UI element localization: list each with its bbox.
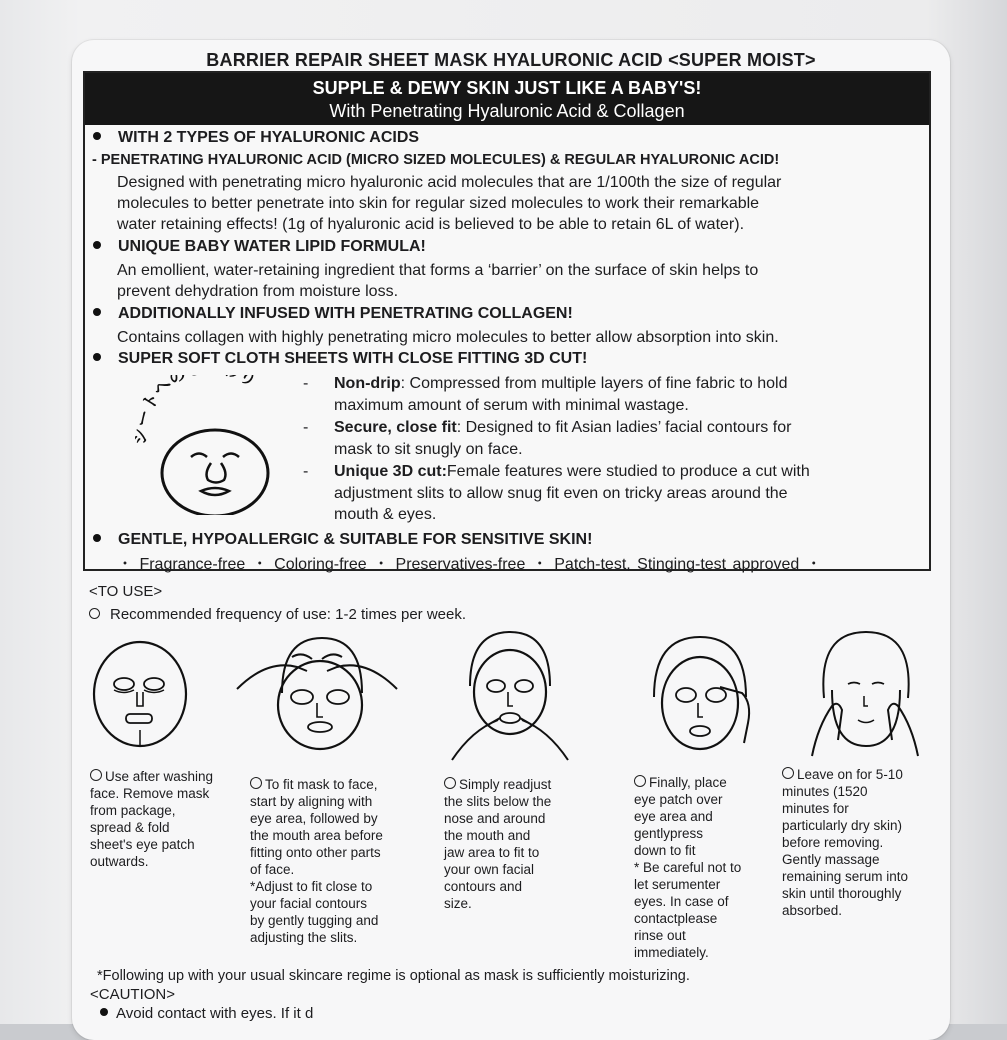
banner-subheadline: With Penetrating Hyaluronic Acid & Collagen [329,101,685,121]
step-line: minutes (1520 [782,784,868,799]
step-line: eye patch over [634,792,723,807]
feature-subheading: - PENETRATING HYALURONIC ACID (MICRO SIZED MOLECULES) & REGULAR HYALURONIC ACID! [92,152,780,168]
step-1-illustration [90,638,190,750]
step-line [444,776,604,793]
mask-feature-text: Female features were studied to produce a cut with [446,463,810,480]
mask-feature-term: Unique 3D cut: [334,463,447,480]
list-dash: - [303,463,309,480]
step-line: the mouth area before [250,828,383,843]
feature-heading [93,531,592,549]
step-line-text: Leave on for 5-10 [797,767,903,782]
usage-frequency-text: Recommended frequency of use: 1-2 times per week. [110,606,467,623]
mask-feature-item [303,417,883,460]
face-caption: トへの り [138,375,260,415]
feature-heading-text: WITH 2 TYPES OF HYALURONIC ACIDS [118,129,420,146]
step-line: eye area and [634,809,713,824]
term-separator: : [456,419,466,436]
mask-feature-text: mask to sit snugly on face. [334,440,523,458]
bullet-dot [93,132,101,140]
caution-heading: <CAUTION> [90,986,176,1003]
step-5-illustration [810,628,920,763]
circle-bullet [250,777,262,789]
feature-description [117,260,758,302]
mask-face-illustration [135,375,275,509]
list-dash: - [303,375,309,392]
step-line: minutes for [782,801,849,816]
description-line: Contains collagen with highly penetrating micro molecules to better allow absorption into skin. [117,329,779,346]
feature-heading-text: GENTLE, HYPOALLERGIC & SUITABLE FOR SENSITIVE SKIN! [118,531,593,548]
step-line: rinse out [634,928,686,943]
description-line: water retaining effects! (1g of hyaluronic acid is believed to be able to retain 6L of water). [117,216,745,233]
step-line: contactplease [634,911,718,926]
mask-feature-text: maximum amount of serum with minimal wastage. [334,396,689,414]
step-line: of face. [250,862,295,877]
step-line [782,766,942,783]
description-line: prevent dehydration from moisture loss. [117,283,399,300]
product-label [72,40,950,1040]
step-4-text [634,774,784,961]
usage-frequency [89,606,466,623]
feature-heading [93,350,587,368]
mask-feature-item [303,373,883,416]
step-line: particularly dry skin) [782,818,903,833]
mask-features-list [303,373,883,527]
step-line: adjusting the slits. [250,930,358,945]
step-line: nose and around [444,811,546,826]
step-line: from package, [90,803,176,818]
step-2-illustration [232,635,402,755]
feature-heading [93,129,419,147]
circle-bullet [90,769,102,781]
step-line: gentlypress [634,826,704,841]
step-line-text: Finally, place [649,775,727,790]
mask-feature-text: mouth & eyes. [334,506,437,523]
circle-bullet [782,767,794,779]
step-line: outwards. [90,854,149,869]
step-line: size. [444,896,472,911]
step-line: eye area, followed by [250,811,378,826]
feature-heading-text: SUPER SOFT CLOTH SHEETS WITH CLOSE FITTING 3D CUT! [118,350,588,367]
pouch-top-print [180,4,700,18]
bullet-dot [93,308,101,316]
feature-description [117,327,779,348]
feature-box [83,71,931,571]
caution-item-text: Avoid contact with eyes. If it d [116,1005,314,1022]
description-line: An emollient, water-retaining ingredient that forms a ‘barrier’ on the surface of skin helps to [117,262,759,279]
step-line-text: Simply readjust [459,777,552,792]
step-line: start by aligning with [250,794,373,809]
step-line: Gently massage [782,852,880,867]
step-5-text [782,766,942,919]
step-line: absorbed. [782,903,843,918]
step-line: skin until thoroughly [782,886,902,901]
list-dash: - [303,419,309,436]
step-line: spread & fold [90,820,170,835]
feature-heading [93,238,426,256]
step-line: remaining serum into [782,869,909,884]
step-line: sheet's eye patch [90,837,195,852]
step-line [634,774,784,791]
mask-feature-term: Non-drip [334,375,401,392]
description-line: Designed with penetrating micro hyaluronic acid molecules that are 1/100th the size of regular [117,174,782,191]
feature-heading-text: ADDITIONALLY INFUSED WITH PENETRATING COLLAGEN! [118,305,573,322]
banner-headline: SUPPLE & DEWY SKIN JUST LIKE A BABY'S! [312,78,702,98]
step-line: face. Remove mask [90,786,210,801]
bullet-dot [100,1008,108,1016]
step-line [250,776,420,793]
step-line: your own facial [444,862,535,877]
step-line: before removing. [782,835,884,850]
product-title: BARRIER REPAIR SHEET MASK HYALURONIC ACID <SUPER MOIST> [206,50,816,70]
circle-bullet [634,775,646,787]
step-line: eyes. In case of [634,894,729,909]
to-use-heading: <TO USE> [89,583,163,600]
mask-feature-text: Compressed from multiple layers of fine fabric to hold [409,375,788,392]
circle-bullet [444,777,456,789]
feature-description [117,172,781,235]
term-separator: : [400,375,410,392]
bullet-dot [93,241,101,249]
description-line: molecules to better penetrate into skin for regular sized molecules to work their remarkable [117,195,760,212]
step-line: the mouth and [444,828,531,843]
step-line: jaw area to fit to [444,845,540,860]
step-1-text [90,768,230,870]
feature-heading [93,305,573,323]
step-line: *Adjust to fit close to [250,879,373,894]
banner [85,73,929,125]
step-line [90,768,230,785]
free-from-list: ・ Fragrance-free ・ Coloring-free ・ Preservatives-free ・ Patch-test, Stinging-test approved ・ [117,556,822,573]
step-line: your facial contours [250,896,368,911]
step-line-text: Use after washing [105,769,214,784]
caution-item [100,1005,313,1022]
step-line: immediately. [634,945,709,960]
step-line: let serumenter [634,877,721,892]
face-drawing [135,375,285,515]
mask-feature-term: Secure, close fit [334,419,457,436]
step-3-illustration [442,630,572,765]
mask-feature-text: Designed to fit Asian ladies’ facial contours for [465,419,792,436]
follow-up-note: *Following up with your usual skincare regime is optional as mask is sufficiently moisturizing. [97,968,690,984]
bullet-dot [93,534,101,542]
step-line: by gently tugging and [250,913,379,928]
step-line: the slits below the [444,794,552,809]
step-line: down to fit [634,843,696,858]
circle-bullet [89,608,100,619]
step-4-illustration [642,633,762,758]
step-line: * Be careful not to [634,860,742,875]
bullet-dot [93,353,101,361]
feature-heading-text: UNIQUE BABY WATER LIPID FORMULA! [118,238,426,255]
step-line: fitting onto other parts [250,845,381,860]
mask-feature-item [303,461,883,526]
step-line-text: To fit mask to face, [265,777,378,792]
step-3-text [444,776,604,912]
step-line: contours and [444,879,523,894]
mask-feature-text: adjustment slits to allow snug fit even on tricky areas around the [334,484,788,502]
step-2-text [250,776,420,946]
